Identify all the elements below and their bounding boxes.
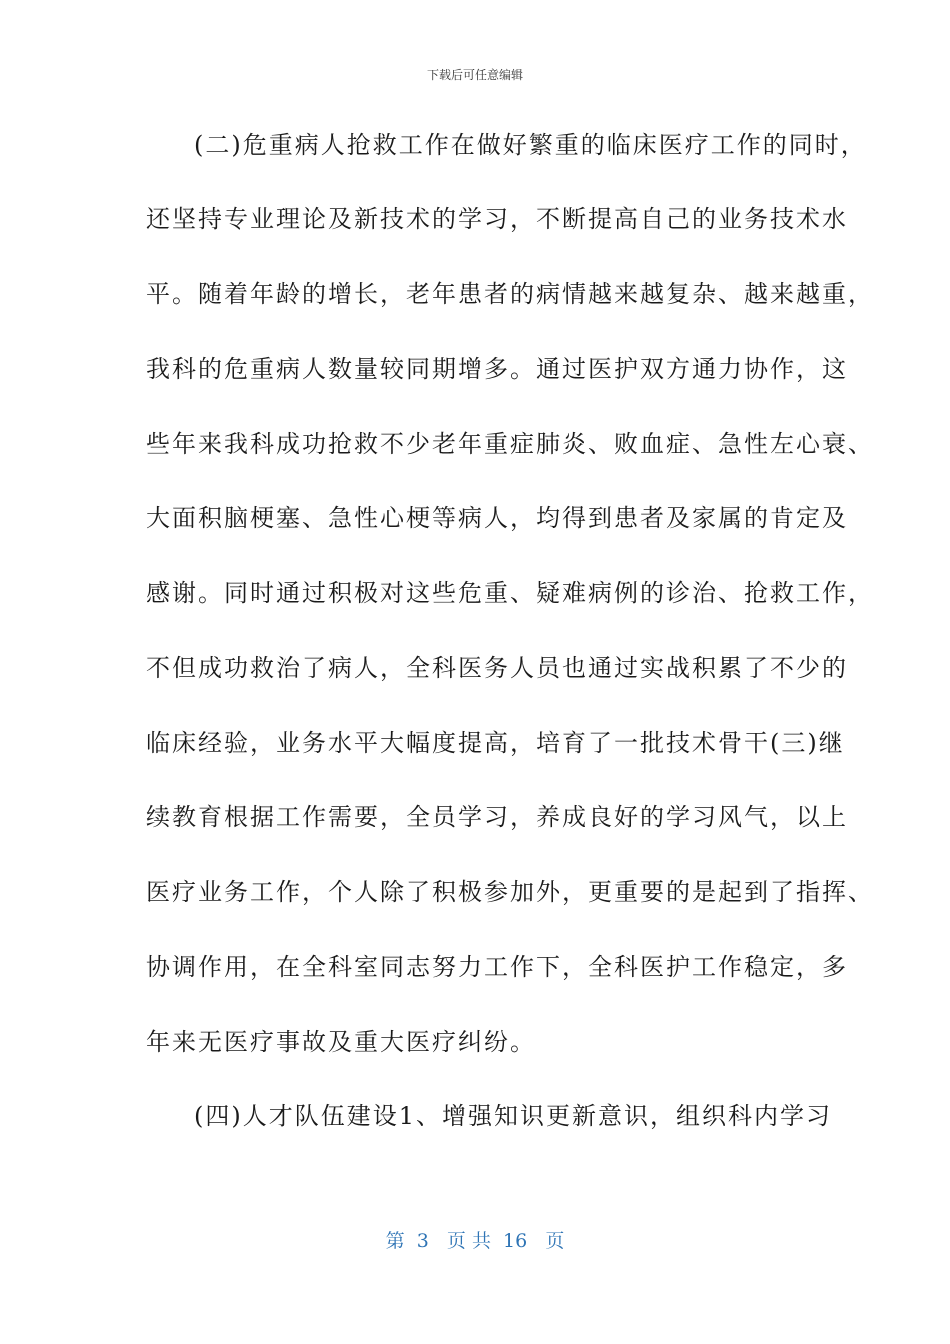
paragraph-line: 还坚持专业理论及新技术的学习，不断提高自己的业务技术水 bbox=[146, 205, 848, 233]
paragraph-line: 医疗业务工作，个人除了积极参加外，更重要的是起到了指挥、 bbox=[146, 878, 874, 906]
paragraph-line: 协调作用，在全科室同志努力工作下，全科医护工作稳定，多 bbox=[146, 953, 848, 981]
page-number-footer: 第 3 页 共 16 页 bbox=[385, 1230, 565, 1252]
paragraph-line: 我科的危重病人数量较同期增多。通过医护双方通力协作，这 bbox=[146, 355, 848, 383]
paragraph-line: 续教育根据工作需要，全员学习，养成良好的学习风气，以上 bbox=[146, 803, 848, 831]
paragraph-line: (二)危重病人抢救工作在做好繁重的临床医疗工作的同时， bbox=[194, 131, 867, 159]
paragraph-line: 些年来我科成功抢救不少老年重症肺炎、败血症、急性左心衰、 bbox=[146, 430, 874, 458]
paragraph-line: 临床经验，业务水平大幅度提高，培育了一批技术骨干(三)继 bbox=[146, 729, 845, 757]
paragraph-line: 平。随着年龄的增长，老年患者的病情越来越复杂、越来越重， bbox=[146, 280, 874, 308]
paragraph-line: 大面积脑梗塞、急性心梗等病人，均得到患者及家属的肯定及 bbox=[146, 504, 848, 532]
paragraph-line: 不但成功救治了病人，全科医务人员也通过实战积累了不少的 bbox=[146, 654, 848, 682]
page-header-note: 下载后可任意编辑 bbox=[426, 68, 523, 82]
paragraph-line: 感谢。同时通过积极对这些危重、疑难病例的诊治、抢救工作， bbox=[146, 579, 874, 607]
paragraph-line: 年来无医疗事故及重大医疗纠纷。 bbox=[146, 1028, 536, 1056]
paragraph-line: (四)人才队伍建设1、增强知识更新意识，组织科内学习 bbox=[194, 1102, 832, 1130]
